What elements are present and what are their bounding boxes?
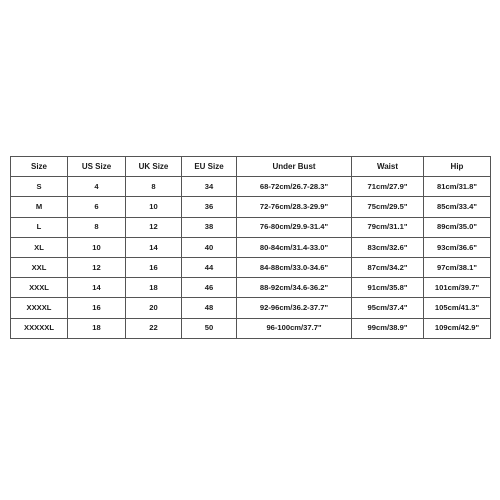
- cell-waist: 91cm/35.8": [352, 278, 424, 298]
- cell-eu-size: 38: [182, 217, 237, 237]
- cell-waist: 75cm/29.5": [352, 197, 424, 217]
- cell-under-bust: 92-96cm/36.2-37.7": [237, 298, 352, 318]
- cell-size: XL: [11, 237, 68, 257]
- cell-us-size: 6: [68, 197, 126, 217]
- cell-under-bust: 88-92cm/34.6-36.2": [237, 278, 352, 298]
- cell-eu-size: 44: [182, 257, 237, 277]
- table-row: [11, 298, 491, 318]
- cell-hip: 93cm/36.6": [424, 237, 491, 257]
- cell-us-size: 16: [68, 298, 126, 318]
- cell-hip: 101cm/39.7": [424, 278, 491, 298]
- cell-us-size: 4: [68, 177, 126, 197]
- cell-eu-size: 48: [182, 298, 237, 318]
- cell-us-size: 14: [68, 278, 126, 298]
- cell-uk-size: 10: [126, 197, 182, 217]
- cell-hip: 105cm/41.3": [424, 298, 491, 318]
- cell-hip: 109cm/42.9": [424, 318, 491, 338]
- cell-uk-size: 8: [126, 177, 182, 197]
- column-header-waist: Waist: [352, 157, 424, 177]
- cell-size: XXXL: [11, 278, 68, 298]
- cell-under-bust: 76-80cm/29.9-31.4": [237, 217, 352, 237]
- cell-us-size: 12: [68, 257, 126, 277]
- cell-waist: 95cm/37.4": [352, 298, 424, 318]
- cell-under-bust: 84-88cm/33.0-34.6": [237, 257, 352, 277]
- cell-size: XXXXL: [11, 298, 68, 318]
- cell-under-bust: 72-76cm/28.3-29.9": [237, 197, 352, 217]
- cell-waist: 83cm/32.6": [352, 237, 424, 257]
- cell-uk-size: 16: [126, 257, 182, 277]
- cell-uk-size: 18: [126, 278, 182, 298]
- cell-uk-size: 20: [126, 298, 182, 318]
- cell-under-bust: 96-100cm/37.7": [237, 318, 352, 338]
- column-header-size: Size: [11, 157, 68, 177]
- cell-eu-size: 34: [182, 177, 237, 197]
- cell-size: L: [11, 217, 68, 237]
- cell-eu-size: 40: [182, 237, 237, 257]
- cell-eu-size: 36: [182, 197, 237, 217]
- cell-uk-size: 14: [126, 237, 182, 257]
- column-header-uk-size: UK Size: [126, 157, 182, 177]
- table-row: [11, 197, 491, 217]
- cell-size: M: [11, 197, 68, 217]
- table-row: [11, 217, 491, 237]
- cell-waist: 99cm/38.9": [352, 318, 424, 338]
- cell-hip: 85cm/33.4": [424, 197, 491, 217]
- cell-waist: 79cm/31.1": [352, 217, 424, 237]
- cell-size: XXXXXL: [11, 318, 68, 338]
- column-header-hip: Hip: [424, 157, 491, 177]
- cell-uk-size: 22: [126, 318, 182, 338]
- cell-us-size: 10: [68, 237, 126, 257]
- table-row: [11, 278, 491, 298]
- cell-us-size: 8: [68, 217, 126, 237]
- column-header-eu-size: EU Size: [182, 157, 237, 177]
- table-row: [11, 318, 491, 338]
- cell-eu-size: 46: [182, 278, 237, 298]
- cell-size: XXL: [11, 257, 68, 277]
- cell-size: S: [11, 177, 68, 197]
- cell-hip: 89cm/35.0": [424, 217, 491, 237]
- cell-waist: 71cm/27.9": [352, 177, 424, 197]
- cell-waist: 87cm/34.2": [352, 257, 424, 277]
- table-row: [11, 177, 491, 197]
- table-row: [11, 257, 491, 277]
- cell-under-bust: 68-72cm/26.7-28.3": [237, 177, 352, 197]
- cell-us-size: 18: [68, 318, 126, 338]
- cell-under-bust: 80-84cm/31.4-33.0": [237, 237, 352, 257]
- cell-hip: 81cm/31.8": [424, 177, 491, 197]
- column-header-us-size: US Size: [68, 157, 126, 177]
- column-header-under-bust: Under Bust: [237, 157, 352, 177]
- cell-uk-size: 12: [126, 217, 182, 237]
- cell-eu-size: 50: [182, 318, 237, 338]
- size-chart-table: [10, 156, 491, 339]
- table-row: [11, 237, 491, 257]
- cell-hip: 97cm/38.1": [424, 257, 491, 277]
- table-header-row: [11, 157, 491, 177]
